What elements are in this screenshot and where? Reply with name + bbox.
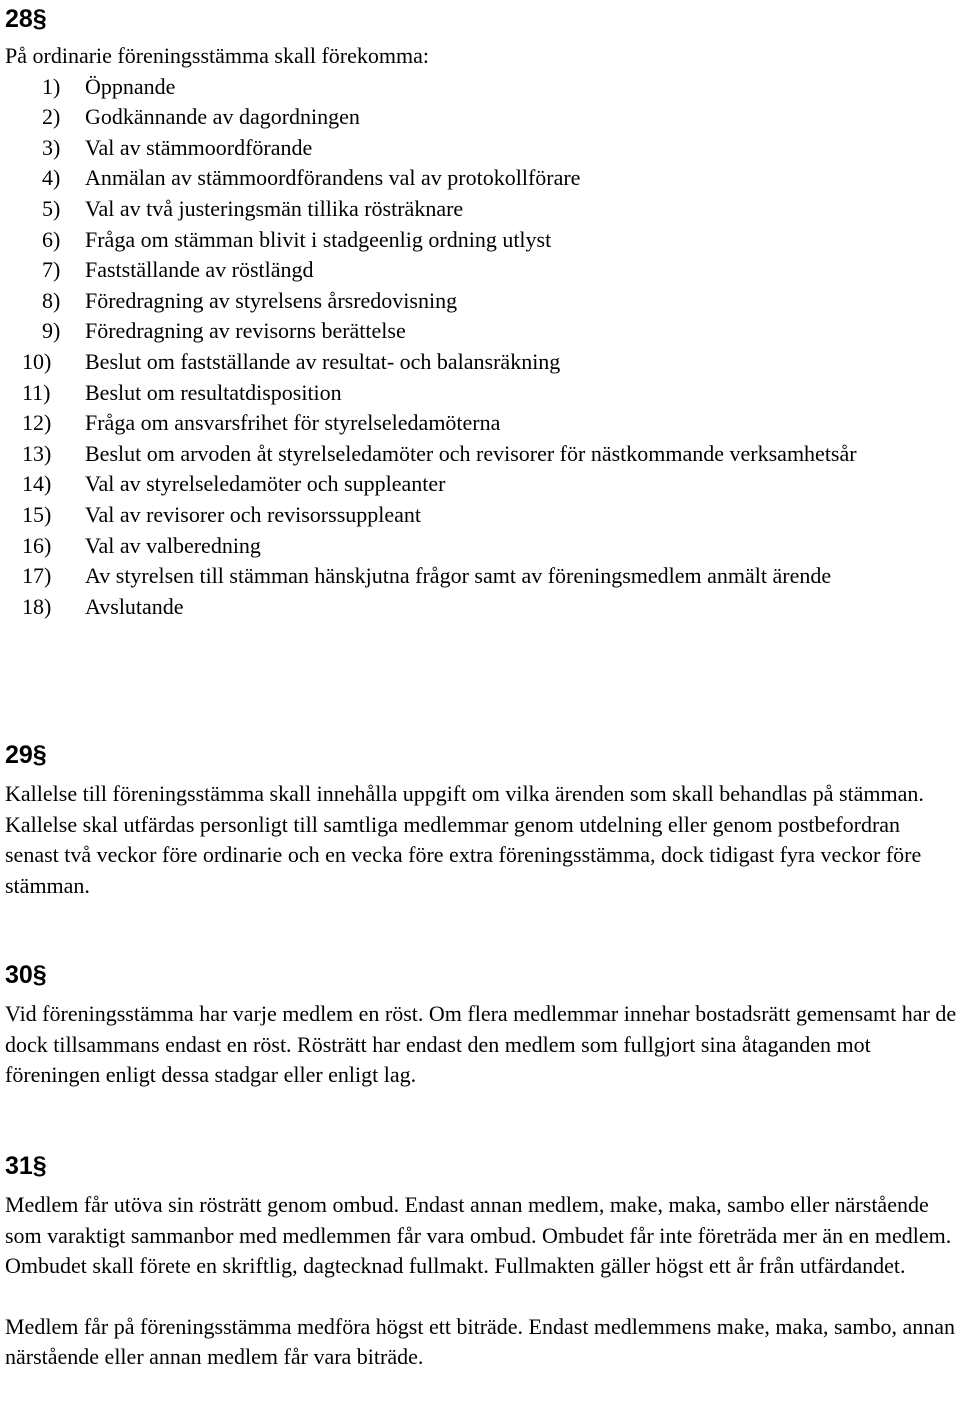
list-item — [5, 163, 957, 194]
section-31 — [5, 1151, 957, 1373]
item-text: Av styrelsen till stämman hänskjutna frågor samt av föreningsmedlem anmält ärende — [85, 563, 832, 589]
item-text: Val av styrelseledamöter och suppleanter — [85, 471, 446, 497]
list-item — [5, 316, 957, 347]
item-text: Beslut om resultatdisposition — [85, 379, 342, 405]
section-paragraph: Kallelse till föreningsstämma skall innehålla uppgift om vilka ärenden som skall behandlas på stämman. Kallelse skal utfärdas personligt till samtliga medlemmar genom utdelning eller genom postbefordran senast två veckor före ordinarie och en vecka före extra föreningsstämma, dock tidigast fyra veckor före stämman. — [5, 781, 924, 898]
item-number: 9) — [42, 318, 61, 344]
list-item — [5, 286, 957, 317]
item-number: 1) — [42, 73, 61, 99]
agenda-list — [5, 72, 957, 623]
section-heading: 28§ — [5, 5, 47, 33]
list-item — [5, 255, 957, 286]
list-item — [5, 102, 957, 133]
list-item — [5, 133, 957, 164]
list-item — [5, 439, 957, 470]
list-item — [5, 72, 957, 103]
list-item — [5, 408, 957, 439]
item-number: 4) — [42, 165, 61, 191]
item-text: Fråga om ansvarsfrihet för styrelseledamöterna — [85, 410, 501, 436]
section-paragraph: Medlem får på föreningsstämma medföra högst ett biträde. Endast medlemmens make, maka, sambo, annan närstående eller annan medlem får vara biträde. — [5, 1313, 955, 1370]
item-text: Fastställande av röstlängd — [85, 257, 314, 283]
section-29 — [5, 740, 957, 901]
item-text: Godkännande av dagordningen — [85, 104, 360, 130]
item-number: 5) — [42, 195, 61, 221]
item-text: Beslut om fastställande av resultat- och balansräkning — [85, 348, 561, 374]
item-text: Val av revisorer och revisorssuppleant — [85, 501, 422, 527]
section-heading: 29§ — [5, 741, 47, 769]
item-number: 15) — [22, 501, 52, 527]
section-paragraph: Vid föreningsstämma har varje medlem en röst. Om flera medlemmar innehar bostadsrätt gemensamt har de dock tillsammans endast en röst. Rösträtt har endast den medlem som fullgjort sina åtaganden mot föreningen enligt dessa stadgar eller enligt lag. — [5, 1001, 957, 1088]
list-item — [5, 561, 957, 592]
item-number: 10) — [22, 348, 52, 374]
list-item — [5, 592, 957, 623]
item-number: 6) — [42, 226, 61, 252]
item-number: 11) — [22, 379, 51, 405]
item-text: Fråga om stämman blivit i stadgeenlig ordning utlyst — [85, 226, 552, 252]
section-28 — [5, 4, 957, 622]
list-item — [5, 469, 957, 500]
item-text: Öppnande — [85, 73, 176, 99]
item-text: Anmälan av stämmoordförandens val av protokollförare — [85, 165, 581, 191]
item-number: 17) — [22, 563, 52, 589]
item-text: Val av valberedning — [85, 532, 261, 558]
item-number: 16) — [22, 532, 52, 558]
list-item — [5, 194, 957, 225]
list-item — [5, 500, 957, 531]
list-item — [5, 531, 957, 562]
item-text: Val av stämmoordförande — [85, 134, 313, 160]
item-number: 18) — [22, 593, 52, 619]
section-intro: På ordinarie föreningsstämma skall förekomma: — [5, 43, 429, 68]
item-text: Val av två justeringsmän tillika rösträknare — [85, 195, 464, 221]
item-number: 8) — [42, 287, 61, 313]
section-30 — [5, 960, 957, 1091]
list-item — [5, 378, 957, 409]
section-heading: 31§ — [5, 1152, 47, 1180]
section-paragraph: Medlem får utöva sin rösträtt genom ombud. Endast annan medlem, make, maka, sambo eller närstående som varaktigt sammanbor med medlemmen får vara ombud. Ombudet får inte företräda mer än en medlem. Ombudet skall förete en skriftlig, dagtecknad fullmakt. Fullmakten gäller högst ett år från utfärdandet. — [5, 1192, 952, 1279]
item-number: 12) — [22, 410, 52, 436]
item-text: Beslut om arvoden åt styrelseledamöter och revisorer för nästkommande verksamhetsår — [85, 440, 857, 466]
item-number: 3) — [42, 134, 61, 160]
list-item — [5, 225, 957, 256]
item-number: 7) — [42, 257, 61, 283]
item-text: Avslutande — [85, 593, 184, 619]
item-number: 14) — [22, 471, 52, 497]
item-text: Föredragning av styrelsens årsredovisning — [85, 287, 458, 313]
item-number: 2) — [42, 104, 61, 130]
item-text: Föredragning av revisorns berättelse — [85, 318, 406, 344]
section-heading: 30§ — [5, 961, 47, 989]
item-number: 13) — [22, 440, 52, 466]
list-item — [5, 347, 957, 378]
